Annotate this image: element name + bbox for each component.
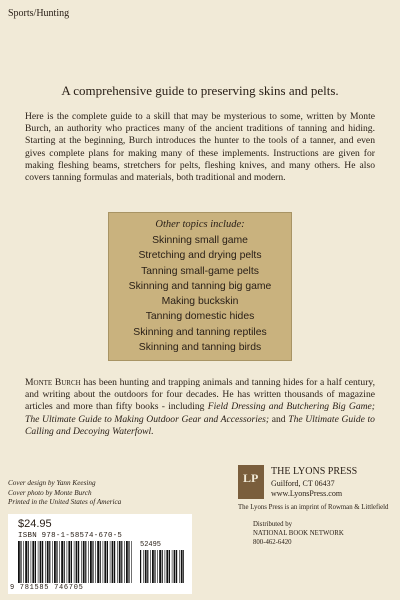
distributor-name: NATIONAL BOOK NETWORK: [253, 530, 344, 537]
barcode-bars: [18, 541, 133, 583]
description-paragraph: Here is the complete guide to a skill that may be mysterious to some, written by Monte Burch, an authority who practices many of the ancient traditions of tanning and hiding. Starting at the beginning, Burch introduces the hunter to the tools of a tanner, and even gives complete plans for making many of these implements. Instructions are given for making fleshing beams, stretchers for pelts, fleshing knives, and many others. He also covers tanning formulas and materials, both traditional and modern.: [25, 111, 375, 184]
topic-item: Skinning and tanning reptiles: [133, 326, 267, 338]
publisher-imprint: The Lyons Press is an imprint of Rowman & Littlefield: [238, 504, 389, 511]
bio-text: has been hunting and trapping animals and tanning hides for a half century, and writing about the outdoors for four decades. He has written thousands of magazine articles and more than fifty books - including: [25, 377, 375, 413]
topic-item: Skinning and tanning big game: [128, 280, 272, 292]
credit-line: Cover design by Yann Keesing: [8, 479, 96, 487]
topic-item: Stretching and drying pelts: [138, 250, 262, 262]
credits: [8, 479, 121, 508]
topic-item: Tanning small-game pelts: [141, 265, 259, 277]
barcode-addon-bars: [140, 550, 184, 583]
publisher-url: www.LyonsPress.com: [271, 489, 343, 498]
logo-letters: LP: [243, 471, 259, 485]
topic-item: Making buckskin: [161, 296, 239, 308]
topic-item: Skinning and tanning birds: [138, 342, 262, 354]
author-bio: [25, 377, 375, 438]
credit-line: Printed in the United States of America: [8, 498, 122, 507]
topic-item: Tanning domestic hides: [145, 311, 255, 323]
price: $24.95: [18, 518, 52, 530]
category-label: Sports/Hunting: [8, 8, 70, 19]
publisher-logo: [238, 465, 264, 499]
topics-box: [108, 212, 292, 361]
author-name: Monte Burch: [25, 377, 81, 388]
isbn: ISBN 978-1-58574-670-5: [18, 532, 123, 540]
book-title: Field Dressing and Butchering Big Game;: [207, 401, 375, 413]
topic-item: Skinning small game: [152, 235, 248, 246]
distributor-phone: 800-462-6420: [253, 539, 292, 546]
barcode-number: 9 781585 746705: [10, 584, 84, 592]
tagline: A comprehensive guide to preserving skins and pelts.: [61, 83, 339, 98]
bio-text: and: [269, 413, 289, 425]
credit-line: Cover photo by Monte Burch: [8, 488, 92, 497]
book-title: The Ultimate Guide to Making Outdoor Gear and Accessories;: [25, 413, 270, 425]
distributor-label: Distributed by: [253, 521, 293, 528]
publisher-name: THE LYONS PRESS: [271, 466, 358, 477]
book-title: The Ultimate Guide to Calling and Decoying Waterfowl.: [25, 413, 375, 437]
publisher-city: Guilford, CT 06437: [271, 479, 335, 488]
barcode-addon-number: 52495: [140, 541, 162, 549]
topics-heading: Other topics include:: [155, 219, 245, 230]
